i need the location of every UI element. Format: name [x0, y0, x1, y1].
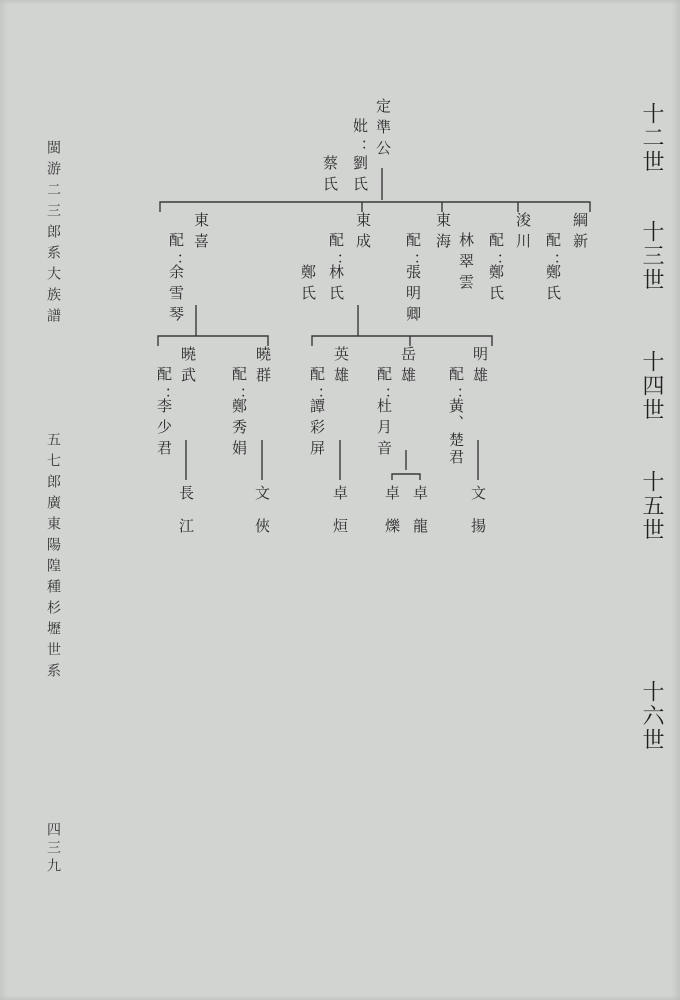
ancestor-name: 定準公 [374, 98, 392, 161]
gen13-name-2: 浚川 [514, 212, 532, 254]
gen14-name-1: 明雄 [471, 346, 489, 388]
gen14-wife-label-2: 配： [375, 366, 393, 408]
gen14-wife-5: 李少君 [155, 398, 173, 461]
gen14-name-2: 岳雄 [399, 346, 417, 388]
gen13-wife-label-2: 配： [487, 232, 505, 274]
page-number: 四三九 [45, 822, 61, 876]
gen13-name-5: 東喜 [192, 212, 210, 254]
gen14-name-5: 曉武 [179, 346, 197, 388]
gen15-name-4: 卓烜 [331, 485, 349, 551]
gen14-wife-label-4: 配： [230, 366, 248, 408]
generation-12-label: 十二世 [639, 102, 664, 174]
gen13-wife-label-1: 配： [544, 232, 562, 274]
gen14-name-3: 英雄 [332, 346, 350, 388]
generation-16-label: 十六世 [639, 680, 664, 752]
gen13-name-3: 東海 [434, 212, 452, 254]
gen15-name-1: 文揚 [469, 485, 487, 551]
gen13-name-4: 東成 [354, 212, 372, 254]
gen13-wife-label-5: 配： [167, 232, 185, 274]
generation-14-label: 十四世 [639, 350, 664, 422]
gen14-wife-3: 譚彩屏 [308, 398, 326, 461]
section-title: 五七郎廣東陽隍種杉壢世系 [45, 432, 61, 684]
gen13-wife-label-3: 配： [404, 232, 422, 274]
gen13-wife-1: 鄭氏 [544, 264, 562, 306]
gen14-wife-2: 杜月音 [375, 398, 393, 461]
gen15-name-6: 長江 [177, 485, 195, 551]
generation-13-label: 十三世 [639, 220, 664, 292]
ancestor-wife-1: 劉氏 [351, 155, 369, 197]
gen13-wife-3: 張明卿 [404, 264, 422, 327]
gen13-wife-2: 鄭氏 [487, 264, 505, 306]
gen14-wife-1: 黃、楚君 [447, 398, 465, 466]
gen14-wife-label-1: 配： [447, 366, 465, 408]
gen14-wife-label-5: 配： [155, 366, 173, 408]
gen13-name-1: 綱新 [571, 212, 589, 254]
gen14-wife-4: 鄭秀娟 [230, 398, 248, 461]
gen15-name-3: 卓爍 [383, 485, 401, 551]
gen15-name-5: 文俠 [253, 485, 271, 551]
gen13-wife-label-4: 配： [327, 232, 345, 274]
book-title: 閩游二三郎系大族譜 [45, 140, 61, 329]
gen13-wife-5: 余雪琴 [167, 264, 185, 327]
gen15-name-2: 卓龍 [411, 485, 429, 551]
gen13-wife-2b: 林翠雲 [457, 232, 475, 295]
generation-15-label: 十五世 [639, 470, 664, 542]
gen14-name-4: 曉群 [254, 346, 272, 388]
ancestor-wife-2: 蔡氏 [321, 155, 339, 197]
ancestor-wife-label: 妣： [351, 118, 369, 160]
gen13-wife-4b: 鄭氏 [299, 264, 317, 306]
gen13-wife-4: 林氏 [327, 264, 345, 306]
gen14-wife-label-3: 配： [308, 366, 326, 408]
